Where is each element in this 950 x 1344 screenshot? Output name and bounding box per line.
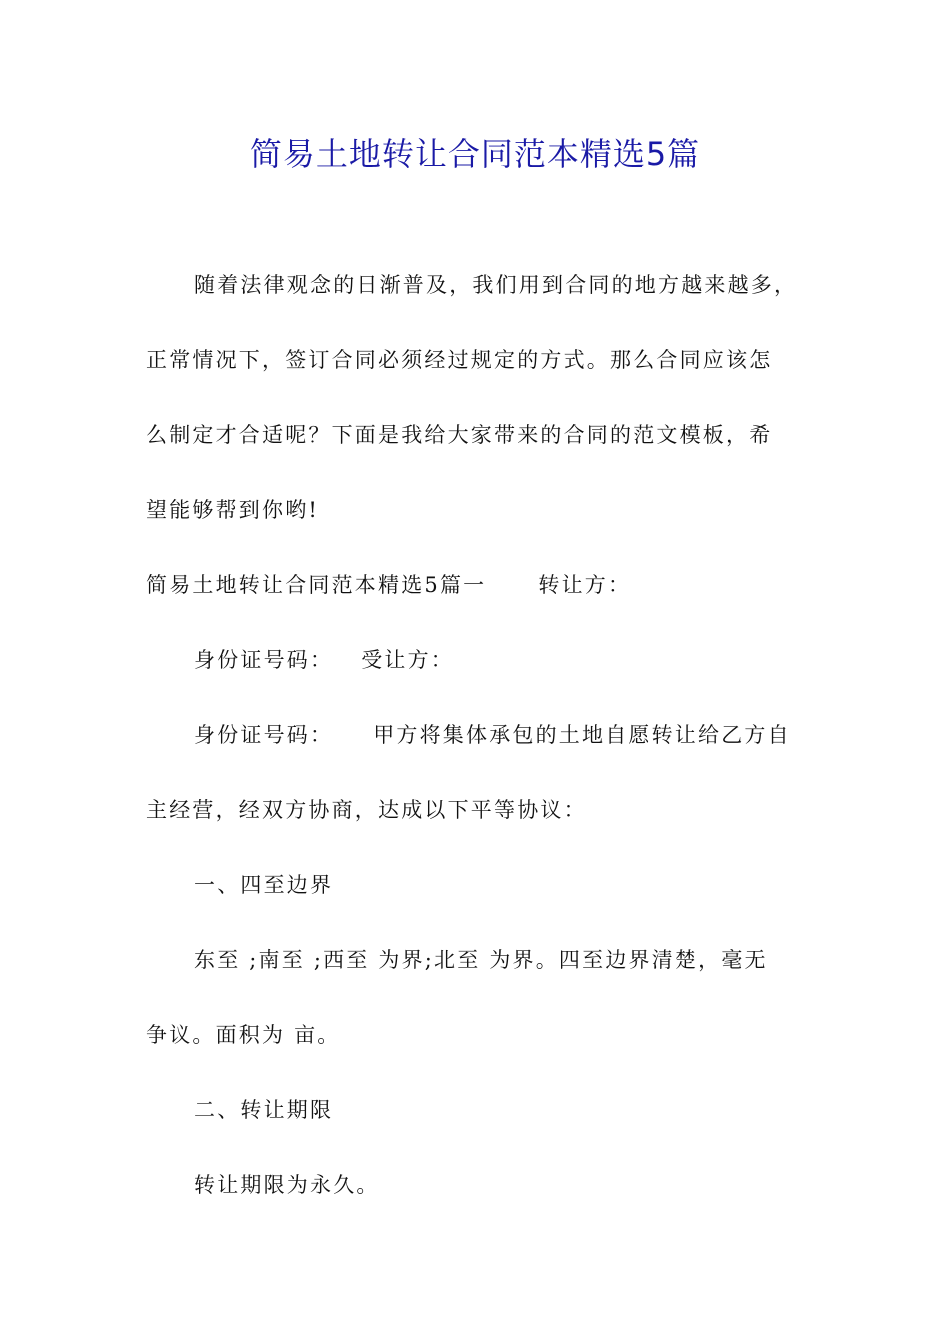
id-number-label: 身份证号码： bbox=[194, 648, 334, 672]
transferee-id-row bbox=[194, 720, 791, 750]
transferor-label: 转让方： bbox=[538, 573, 632, 597]
intro-line-3: 么制定才合适呢？下面是我给大家带来的合同的范文模板，希 bbox=[146, 423, 773, 447]
transferor-id-row bbox=[194, 645, 454, 675]
item2-title: 二、转让期限 bbox=[194, 1098, 334, 1122]
intro-line-2: 正常情况下，签订合同必须经过规定的方式。那么合同应该怎 bbox=[146, 348, 773, 372]
clause-intro-part2: 主经营，经双方协商，达成以下平等协议： bbox=[146, 798, 587, 822]
item1-title: 一、四至边界 bbox=[194, 873, 334, 897]
item2-text: 转让期限为永久。 bbox=[194, 1173, 380, 1197]
clause-intro-part1: 甲方将集体承包的土地自愿转让给乙方自 bbox=[373, 723, 791, 747]
item1-text-line2: 争议。面积为 亩。 bbox=[146, 1023, 341, 1047]
intro-line-4: 望能够帮到你哟! bbox=[146, 498, 320, 522]
section-heading: 简易土地转让合同范本精选5篇一 bbox=[146, 573, 487, 597]
section-heading-row bbox=[146, 570, 631, 600]
intro-line-1: 随着法律观念的日渐普及，我们用到合同的地方越来越多， bbox=[194, 273, 798, 297]
item1-text-line1: 东至 ;南至 ;西至 为界;北至 为界。四至边界清楚，毫无 bbox=[194, 948, 768, 972]
id-number-label: 身份证号码： bbox=[194, 723, 334, 747]
document-title: 简易土地转让合同范本精选5篇 bbox=[249, 135, 701, 173]
document-body bbox=[146, 0, 808, 1344]
transferee-label: 受让方： bbox=[361, 648, 455, 672]
